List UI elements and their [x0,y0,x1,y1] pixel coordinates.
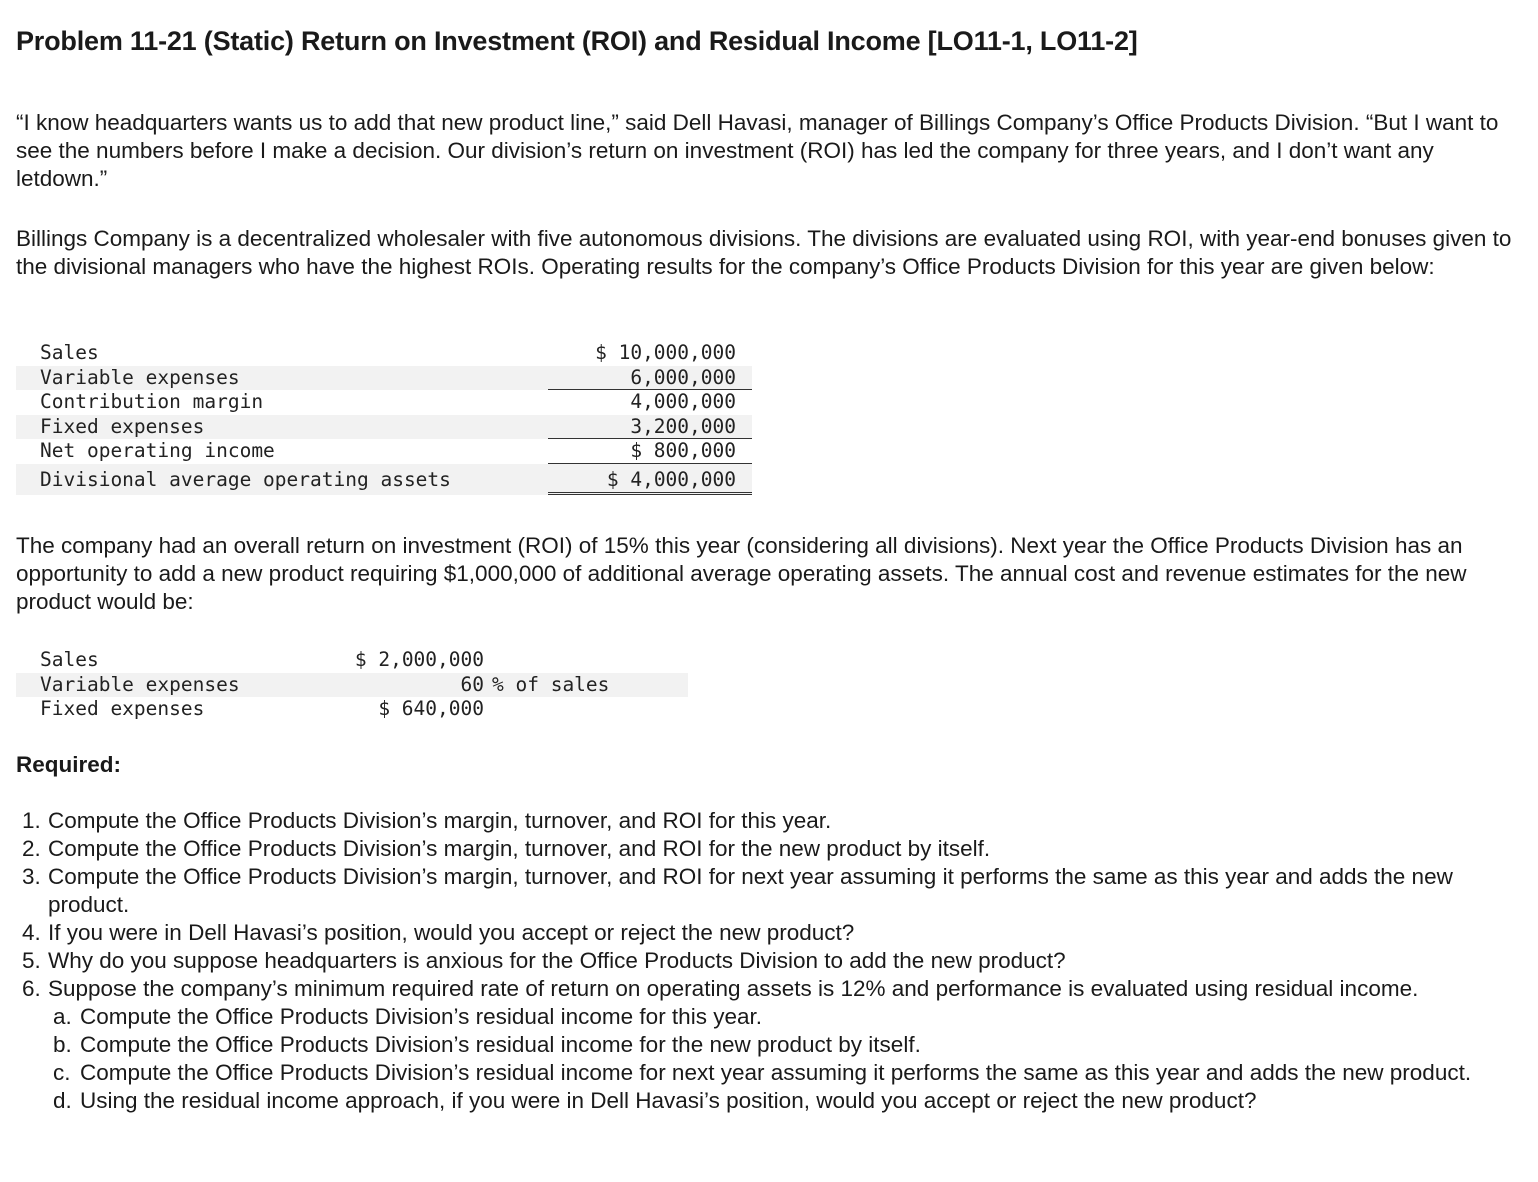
page-title: Problem 11-21 (Static) Return on Investment (ROI) and Residual Income [LO11-1, LO11-2] [16,26,1138,56]
list-item [16,975,1522,1003]
intro-paragraph: “I know headquarters wants us to add that new product line,” said Dell Havasi, manager of Billings Company’s Office Products Division. “But I want to see the numbers before I make a decision. Our division’s return on investment (ROI) has led the company for three years, and I don’t want any letdown.” [16,110,1499,191]
row-value: $ 10,000,000 [595,341,736,364]
item-number: 5. [22,948,41,973]
item-letter: b. [53,1032,72,1057]
row-value: 4,000,000 [630,390,736,413]
item-letter: d. [53,1088,72,1113]
item-text: If you were in Dell Havasi’s position, would you accept or reject the new product? [48,920,855,945]
item-text: Compute the Office Products Division’s residual income for next year assuming it performs the same as this year and adds the new product. [80,1060,1472,1085]
row-label: Sales [40,341,99,364]
row-label: Fixed expenses [16,415,548,440]
item-text: Suppose the company’s minimum required rate of return on operating assets is 12% and performance is evaluated using residual income. [48,976,1419,1001]
table-row [16,366,752,391]
row-label: Variable expenses [16,673,688,698]
list-item [16,807,1522,835]
row-value: 3,200,000 [548,415,752,440]
item-letter: a. [53,1004,72,1029]
required-heading: Required: [16,752,122,777]
row-value: $ 2,000,000 [354,648,484,671]
row-unit: % of sales [492,672,610,696]
row-value: $ 4,000,000 [548,464,752,495]
row-label: Net operating income [40,439,275,462]
table-row [16,390,752,415]
row-label: Variable expenses [16,366,548,391]
table-row [16,697,688,722]
row-value: 60 [296,673,484,698]
item-text: Why do you suppose headquarters is anxious for the Office Products Division to add the new product? [48,948,1066,973]
operating-results-table [16,341,752,495]
row-label: Divisional average operating assets [16,464,548,495]
row-value: $ 800,000 [548,439,752,464]
list-item [16,947,1522,975]
item-number: 3. [22,864,41,889]
item-number: 1. [22,808,41,833]
item-number: 2. [22,836,41,861]
item-text: Compute the Office Products Division’s margin, turnover, and ROI for the new product by itself. [48,836,991,861]
table-row [16,415,752,440]
item-letter: c. [53,1060,71,1085]
opportunity-paragraph: The company had an overall return on investment (ROI) of 15% this year (considering all divisions). Next year the Office Products Division has an opportunity to add a new product requiring $1,000,000 of additional average operating assets. The annual cost and revenue estimates for the new product would be: [16,533,1467,614]
row-value: $ 640,000 [378,697,484,720]
row-label: Sales [40,648,99,671]
item-text: Using the residual income approach, if you were in Dell Havasi’s position, would you accept or reject the new product? [80,1088,1257,1113]
table-row [16,439,752,464]
list-item [16,919,1522,947]
row-label: Fixed expenses [40,697,205,720]
company-paragraph: Billings Company is a decentralized wholesaler with five autonomous divisions. The divisions are evaluated using ROI, with year-end bonuses given to the divisional managers who have the highest ROIs. Operating results for the company’s Office Products Division for this year are given below: [16,226,1512,279]
item-text: Compute the Office Products Division’s margin, turnover, and ROI for next year assuming it performs the same as this year and adds the new product. [48,864,1453,917]
item-text: Compute the Office Products Division’s margin, turnover, and ROI for this year. [48,808,832,833]
table-row [16,648,688,673]
table-row [16,341,752,366]
row-value: 6,000,000 [548,366,752,391]
item-text: Compute the Office Products Division’s residual income for the new product by itself. [80,1032,921,1057]
sub-list-item [16,1003,1522,1031]
list-item [16,835,1522,863]
sub-list-item [16,1059,1522,1087]
sub-list-item [16,1087,1522,1115]
item-number: 4. [22,920,41,945]
item-text: Compute the Office Products Division’s residual income for this year. [80,1004,762,1029]
item-number: 6. [22,976,41,1001]
table-row [16,464,752,495]
required-list [16,807,1522,1115]
sub-list-item [16,1031,1522,1059]
list-item [16,863,1522,919]
table-row [16,673,688,698]
row-label: Contribution margin [40,390,264,413]
new-product-table [16,648,688,722]
